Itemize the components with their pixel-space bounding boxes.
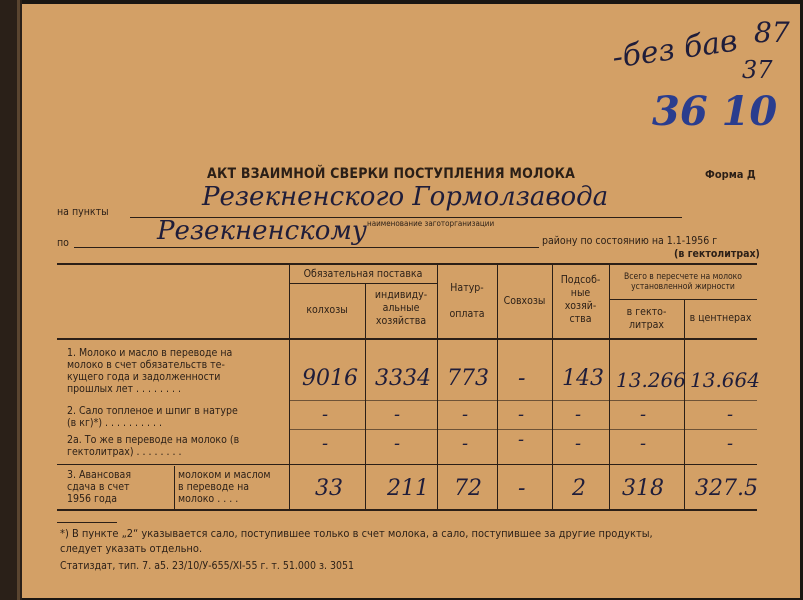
col-natur-header: Натур- оплата: [449, 282, 485, 320]
points-caption: наименование заготорганизации: [367, 219, 495, 228]
r4-centners: 327.5: [695, 476, 758, 501]
col-hectoliters-header: в гекто- литрах: [626, 306, 667, 331]
row1-label: 1. Молоко и масло в переводе на молоко в счет обязательств те- кущего года и задолженности прошлых лет . . . . . . . .: [67, 347, 233, 395]
r1-subsidiary: 143: [562, 366, 604, 391]
r3-individual: -: [394, 433, 401, 454]
printer-imprint: Статиздат, тип. 7. а5. 23/10/У-655/XI-55 г. т. 51.000 з. 3051: [60, 560, 355, 572]
r2-individual: -: [394, 404, 401, 425]
r3-subsidiary: -: [575, 433, 582, 454]
r3-kolkhozy: -: [322, 433, 329, 454]
district-value: Резекненскому: [157, 216, 367, 246]
r3-centners: -: [727, 433, 734, 454]
col-kolkhozy-header: колхозы: [306, 304, 348, 316]
r4-sovkhozy: -: [518, 476, 526, 501]
row3-label: 2а. То же в переводе на молоко (в гектолитрах) . . . . . . . .: [67, 434, 240, 458]
r4-natur: 72: [454, 476, 482, 501]
col-individual-header: индивиду- альные хозяйства: [374, 289, 428, 327]
r2-natur: -: [462, 404, 469, 425]
r4-hectoliters: 318: [622, 476, 664, 501]
r2-kolkhozy: -: [322, 404, 329, 425]
units-note: (в гектолитрах): [674, 248, 760, 260]
document-page: [22, 4, 800, 598]
r4-individual: 211: [387, 476, 429, 501]
r2-subsidiary: -: [575, 404, 582, 425]
points-value: Резекненского Гормолзавода: [202, 182, 609, 212]
r2-hectoliters: -: [640, 404, 647, 425]
district-suffix: району по состоянию на 1.1-1956 г: [542, 235, 718, 247]
r1-centners: 13.664: [690, 368, 760, 392]
col-total-header: Всего в пересчете на молоко установленной жирности: [624, 272, 742, 292]
archive-mark-2: 87: [754, 16, 790, 49]
archive-mark-1: -без бав: [610, 23, 740, 76]
r1-hectoliters: 13.266: [616, 368, 686, 392]
r4-subsidiary: 2: [572, 476, 586, 501]
r3-natur: -: [462, 433, 469, 454]
col-centners-header: в центнерах: [689, 312, 752, 324]
row4-sublabel: молоком и маслом в переводе на молоко . . . .: [178, 469, 271, 505]
r1-individual: 3334: [375, 366, 431, 391]
r2-centners: -: [727, 404, 734, 425]
r3-sovkhozy: -: [518, 429, 525, 450]
r3-hectoliters: -: [640, 433, 647, 454]
col-subsidiary-header: Подсоб- ные хозяй- ства: [560, 274, 601, 325]
r1-sovkhozy: -: [518, 366, 526, 391]
archive-mark-3: 37: [742, 56, 773, 84]
footnote: *) В пункте „2“ указывается сало, поступившее только в счет молока, а сало, поступившее за другие продукты, следует указать отдельно.: [60, 527, 653, 555]
row2-label: 2. Сало топленое и шпиг в натуре (в кг)*) . . . . . . . . . .: [67, 405, 238, 429]
r1-natur: 773: [447, 366, 489, 391]
col-sovkhozy-header: Совхозы: [503, 295, 546, 307]
book-spine: [0, 0, 22, 600]
r4-kolkhozy: 33: [315, 476, 343, 501]
page-title: АКТ ВЗАИМНОЙ СВЕРКИ ПОСТУПЛЕНИЯ МОЛОКА: [207, 166, 576, 182]
form-label: Форма Д: [705, 168, 756, 181]
r2-sovkhozy: -: [518, 404, 525, 425]
points-label: на пункты: [57, 206, 109, 218]
row4-label: 3. Авансовая сдача в счет 1956 года: [67, 469, 132, 505]
r1-kolkhozy: 9016: [302, 366, 358, 391]
archive-mark-4: 36 10: [652, 88, 778, 135]
district-prefix: по: [57, 237, 69, 249]
col-mandatory-header: Обязательная поставка: [303, 268, 423, 280]
